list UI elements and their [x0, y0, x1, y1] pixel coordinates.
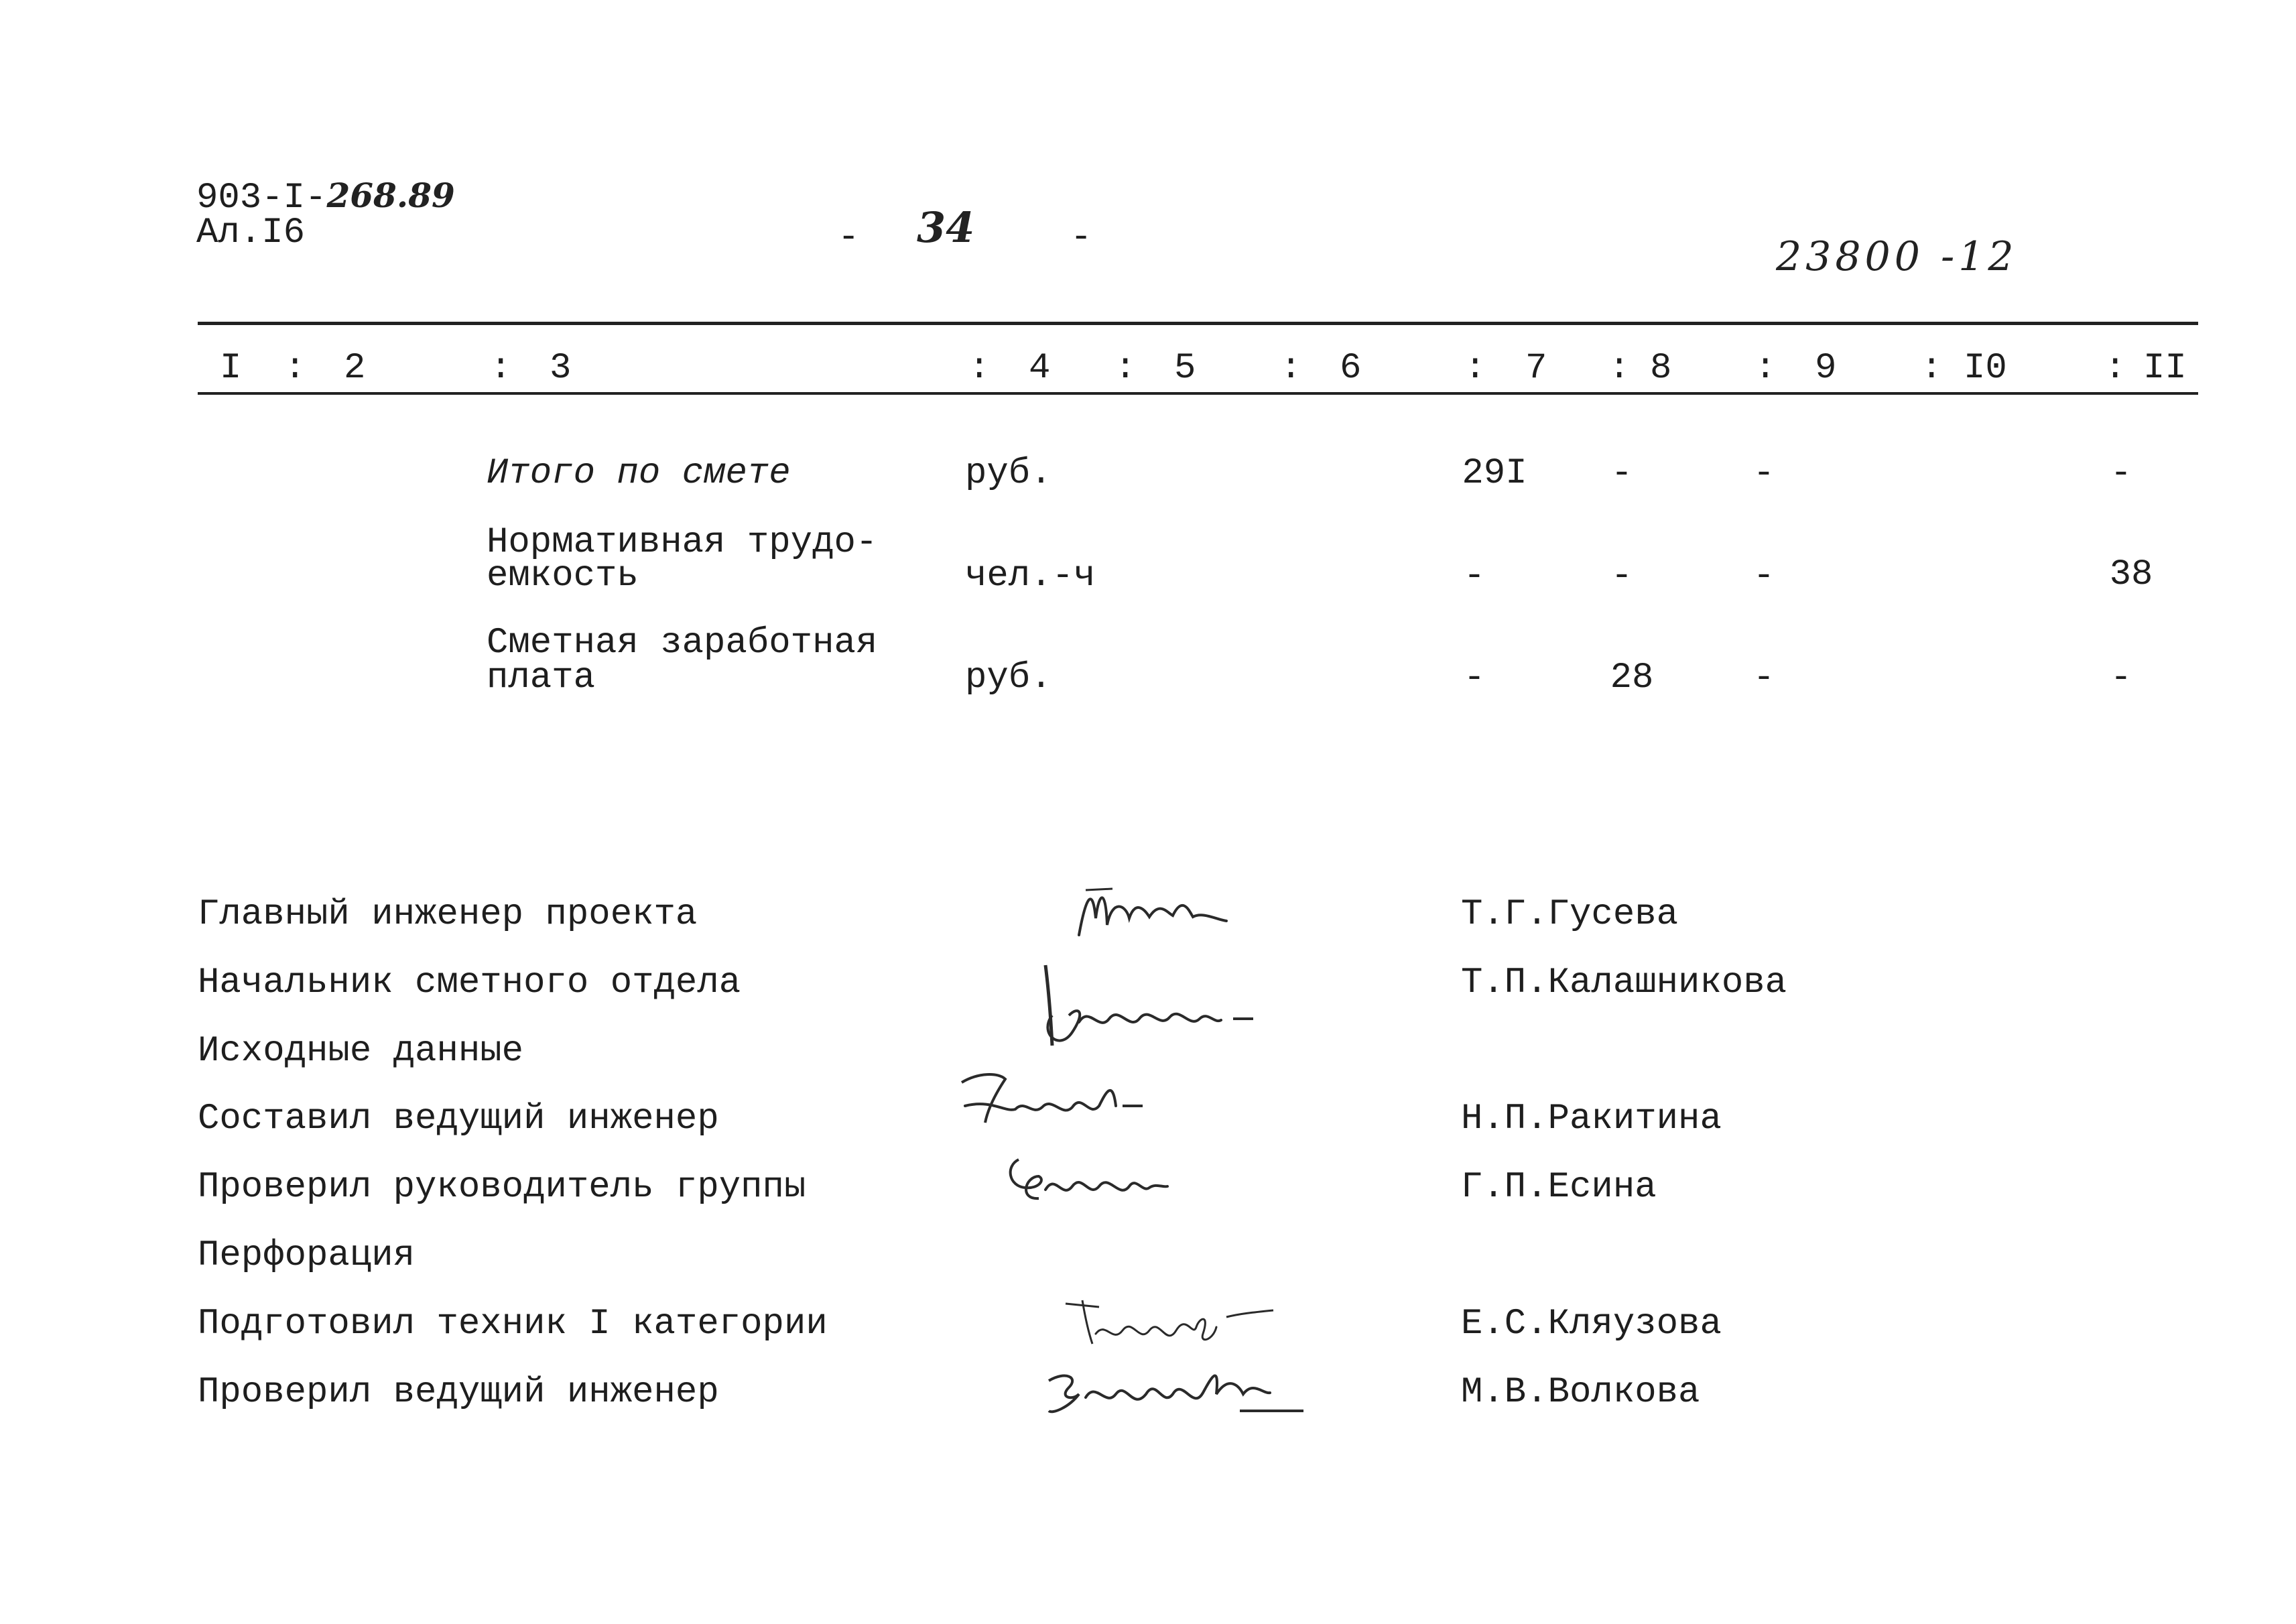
col-label: I0: [1964, 348, 2007, 389]
col-label: 4: [1029, 348, 1051, 389]
page-dash-right: -: [1070, 217, 1092, 258]
col-separator: :: [1921, 348, 1943, 389]
signature-role: Проверил руководитель группы: [198, 1167, 806, 1208]
row-unit: руб.: [965, 453, 1052, 494]
inventory-number: 23800 -12: [1776, 233, 2018, 280]
top-rule: [198, 322, 2198, 325]
row-name: Сметная заработная: [487, 623, 878, 664]
row-name-continued: плата: [487, 658, 596, 698]
row-col9: -: [1752, 556, 1775, 597]
col-separator: :: [968, 348, 991, 389]
col-label: 6: [1340, 348, 1362, 389]
row-col7: -: [1463, 556, 1486, 597]
col-separator: :: [1280, 348, 1302, 389]
signature-role: Исходные данные: [198, 1031, 524, 1072]
col-label: 7: [1525, 348, 1547, 389]
signature-kalashnikova: [1032, 952, 1273, 1069]
signature-role: Начальник сметного отдела: [198, 962, 741, 1003]
signature-rakitina: [952, 1059, 1146, 1143]
row-name: Нормативная трудо-: [487, 522, 878, 563]
signatory-name: Т.Г.Гусева: [1461, 894, 1679, 935]
col-separator: :: [490, 348, 512, 389]
row-name-continued: емкость: [487, 556, 639, 597]
signatory-name: М.В.Волкова: [1461, 1372, 1700, 1413]
signatory-name: Е.С.Кляузова: [1461, 1304, 1722, 1345]
col-label: 2: [344, 348, 366, 389]
signatory-name: Т.П.Калашникова: [1461, 962, 1787, 1003]
row-col9: -: [1752, 658, 1775, 698]
signatory-name: Г.П.Есина: [1461, 1167, 1657, 1208]
signature-role: Главный инженер проекта: [198, 894, 698, 935]
row-col9: -: [1752, 453, 1775, 494]
sheet-label: Ал.I6: [196, 212, 306, 253]
row-col11: -: [2110, 453, 2132, 494]
col-separator: :: [1608, 348, 1631, 389]
row-unit: руб.: [965, 658, 1052, 698]
signature-volkova: [1039, 1347, 1307, 1431]
col-label: I: [220, 348, 242, 389]
row-col11: -: [2110, 658, 2132, 698]
col-separator: :: [284, 348, 306, 389]
row-col8: -: [1610, 556, 1633, 597]
col-separator: :: [1755, 348, 1777, 389]
signature-gouseva: [1066, 871, 1240, 955]
row-col11: 38: [2109, 554, 2153, 595]
col-separator: :: [1464, 348, 1486, 389]
row-col7: -: [1463, 658, 1486, 698]
document-code-printed: 903-I-: [196, 178, 327, 218]
document-code-handwritten: 268.89: [326, 176, 455, 215]
col-separator: :: [1114, 348, 1137, 389]
col-label: 8: [1650, 348, 1672, 389]
col-label: 9: [1815, 348, 1837, 389]
col-label: II: [2143, 348, 2187, 389]
page-dash-left: -: [838, 217, 860, 258]
header-underline: [198, 392, 2198, 395]
row-col8: -: [1610, 453, 1633, 494]
signature-role: Составил ведущий инженер: [198, 1099, 719, 1139]
row-col7: 29I: [1462, 453, 1527, 494]
page-number: 34: [917, 203, 975, 252]
signature-role: Перфорация: [198, 1235, 416, 1276]
col-separator: :: [2104, 348, 2126, 389]
signature-role: Подготовил техник I категории: [198, 1304, 828, 1345]
signature-esina: [999, 1139, 1173, 1216]
row-name: Итого по смете: [487, 453, 791, 494]
col-label: 5: [1174, 348, 1196, 389]
signatory-name: Н.П.Ракитина: [1461, 1099, 1722, 1139]
row-unit: чел.-ч: [965, 556, 1096, 597]
signature-role: Проверил ведущий инженер: [198, 1372, 719, 1413]
row-col8: 28: [1610, 658, 1654, 698]
col-label: 3: [550, 348, 572, 389]
